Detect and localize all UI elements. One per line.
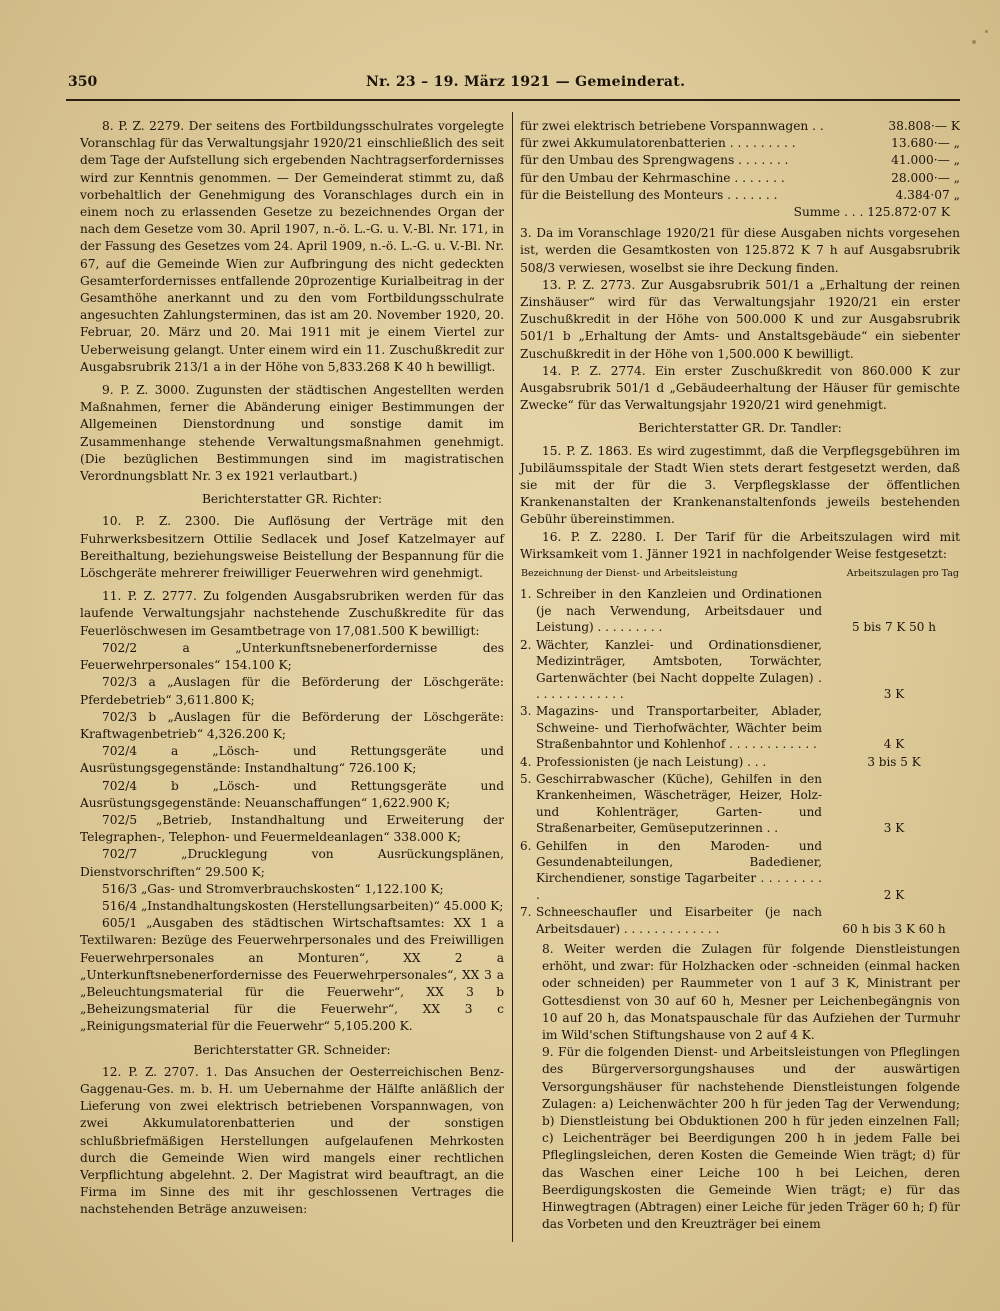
cost-row [520,118,960,135]
row-number: 3. [520,704,532,719]
cost-row [520,170,960,187]
paragraph-11: 11. P. Z. 2777. Zu folgenden Ausgabsrubriken werden für das laufende Verwaltungsjahr nachstehende Zuschußkredite für das Feuerlöschwesen im Gesamtbetrage von 17,081.500 K bewilligt: [80,589,504,638]
row-description: Geschirrabwascher (Küche), Gehilfen in den Krankenheimen, Wäscheträger, Heizer, Holz- und Kohlenträger, Garten- und Straßenarbeiter, Gemüseputzerinnen . . [536,771,822,836]
paragraph-8: 8. P. Z. 2279. Der seitens des Fortbildungsschulrates vorgelegte Voranschlag für das Verwaltungsjahr 1920/21 einschließlich des seit dem Tage der Aufstellung sich ergebenden Nachtragserfordernisses wird zur Kenntnis genommen. — Der Gemeinderat stimmt zu, daß vorbehaltlich der Genehmigung des Voranschlages durch ein in einem noch zu erlassenden Gesetze zu bezeichnendes Organ der nach dem Gesetze vom 30. April 1907, n.-ö. L.-G. u. V.-Bl. Nr. 171, in der Fassung des Gesetzes vom 24. April 1909, n.-ö. L.-G. u. V.-Bl. Nr. 67, auf die Gemeinde Wien zur Aufbringung des nicht gedeckten Gesamterfordernisses entfallende 20prozentige Kurialbeitrag in der Gesamthöhe anerkannt und zu den vom Fortbildungsschulrate angesuchten Zahlungsterminen, das ist am 20. November 1920, 20. Februar, 20. März und 20. Mai 1911 mit je einem Viertel zur Ueberweisung gelangt. Unter einem wird ein 11. Zuschußkredit zur Ausgabsrubrik 213/1 a in der Höhe von 5,833.268 K 40 h bewilligt. [80,119,504,374]
table-row [520,838,960,905]
table-header-row [520,565,960,586]
reporter-heading-schneider: Berichterstatter GR. Schneider: [193,1042,391,1057]
row-description: Magazins- und Transportarbeiter, Ablader, Schweine- und Tierhofwächter, Wächter beim Straßenbahntor und Kohlenhof . . . . . . . . . . . . [536,704,822,752]
cost-amount: 38.808·— K [888,119,960,133]
table-row [520,904,960,938]
table-row [520,771,960,838]
cost-amount: 28.000·— „ [891,170,960,185]
row-number: 7. [520,905,532,920]
budget-item: 702/4 a „Lösch- und Rettungsgeräte und Ausrüstungsgegenstände: Instandhaltung“ 726.100 K; [80,744,504,776]
column-divider [512,112,513,1242]
cost-label: für den Umbau des Sprengwagens . . . . . . . [520,153,789,168]
budget-item: 702/3 a „Auslagen für die Beförderung der Löschgeräte: Pferdebetrieb“ 3,611.800 K; [80,675,504,707]
reporter-heading-tandler: Berichterstatter GR. Dr. Tandler: [638,421,842,436]
budget-item: 516/4 „Instandhaltungskosten (Herstellungsarbeiten)“ 45.000 K; [102,898,504,913]
cost-list [520,118,960,221]
page-header [68,74,958,96]
row-description: Schreiber in den Kanzleien und Ordinationen (je nach Verwendung, Arbeitsdauer und Leistung) . . . . . . . . . [536,587,822,635]
cost-label: für zwei Akkumulatorenbatterien . . . . . . . . . [520,136,796,151]
left-column [80,118,504,1219]
cost-row [520,187,960,204]
row-description: Wächter, Kanzlei- und Ordinationsdiener, Medizinträger, Amtsboten, Torwächter, Gartenwächter (bei Nacht doppelte Zulagen) . . . . . . . . . . . . . [536,637,822,701]
cost-amount: 13.680·— „ [891,136,960,151]
paper-stain [985,30,988,33]
paragraph-13: 13. P. Z. 2773. Zur Ausgabsrubrik 501/1 a „Erhaltung der reinen Zinshäuser“ wird für das Verwaltungsjahr 1920/21 ein erster Zuschußkredit in der Höhe von 500.000 K und zur Ausgabsrubrik 501/1 b „Erhaltung der Amts- und Anstaltsgebäude“ ein siebenter Zuschußkredit in der Höhe von 1,500.000 K bewilligt. [520,277,960,361]
reporter-heading-richter: Berichterstatter GR. Richter: [201,492,383,507]
budget-item: 702/4 b „Lösch- und Rettungsgeräte und Ausrüstungsgegenstände: Neuanschaffungen“ 1,622.900 K; [80,778,504,810]
table-row [520,703,960,753]
paragraph-9: 9. P. Z. 3000. Zugunsten der städtischen Angestellten werden Maßnahmen, ferner die Abänderung einiger Bestimmungen der Allgemeinen Dienstordnung und sonstige damit im Zusammenhange stehende Verwaltungsmaßnahmen genehmigt. (Die bezüglichen Bestimmungen sind im magistratischen Verordnungsblatt Nr. 3 ex 1921 verlautbart.) [80,383,504,484]
table-header-service: Bezeichnung der Dienst- und Arbeitsleistung [521,568,738,580]
row-description: Professionisten (je nach Leistung) . . . [536,754,767,769]
cost-row [520,152,960,169]
allowance-item-8: 8. Weiter werden die Zulagen für folgende Dienstleistungen erhöht, und zwar: für Holzhacken oder -schneiden (einmal hacken oder schneiden) per Raummeter von 1 auf 3 K, Ministrant per Gottesdienst von 30 auf 60 h, Mesner per Leichenbegängnis von 10 auf 20 h, das Monatspauschale für das Aufziehen der Turmuhr im Wild'schen Stiftungshause von 2 auf 4 K. [542,942,960,1043]
paper-stain [972,40,976,44]
row-value: 3 bis 5 K [867,754,921,769]
right-column [520,118,960,1233]
table-row [520,586,960,636]
paragraph-12-3: 3. Da im Voranschlage 1920/21 für diese Ausgaben nichts vorgesehen ist, werden die Gesamtkosten von 125.872 K 7 h auf Ausgabsrubrik 508/3 verwiesen, woselbst sie ihre Deckung finden. [520,226,960,275]
cost-label: für zwei elektrisch betriebene Vorspannwagen . . [520,119,824,133]
row-value: 60 h bis 3 K 60 h [842,921,946,936]
budget-item: 702/5 „Betrieb, Instandhaltung und Erweiterung der Telegraphen-, Telephon- und Feuermeldeanlagen“ 338.000 K; [80,812,504,845]
paragraph-15: 15. P. Z. 1863. Es wird zugestimmt, daß die Verpflegsgebühren im Jubiläumsspitale der Stadt Wien stets derart festgesetzt werden, daß sie mit der für die 3. Verpflegsklasse der öffentlichen Krankenanstalten der Krankenanstaltenfonds jeweils bestehenden Gebühr übereinstimmen. [520,443,960,527]
running-title: Nr. 23 – 19. März 1921 — Gemeinderat. [366,74,686,90]
row-value: 3 K [883,821,905,836]
cost-sum: Summe . . . 125.872·07 K [793,205,950,220]
cost-row [520,135,960,152]
paragraph-12: 12. P. Z. 2707. 1. Das Ansuchen der Oesterreichischen Benz-Gaggenau-Ges. m. b. H. um Uebernahme der Hälfte anläßlich der Lieferung von zwei elektrisch betriebenen Vorspannwagen, von zwei Akkumulatorenbatterien und der sonstigen schlußbriefmäßigen Herstellungen aufgelaufenen Mehrkosten durch die Gemeinde Wien wird mangels einer rechtlichen Verpflichtung abgelehnt. 2. Der Magistrat wird beauftragt, an die Firma im Sinne des mit ihr geschlossenen Vertrages die nachstehenden Beträge anzuweisen: [80,1064,504,1217]
paragraph-14: 14. P. Z. 2774. Ein erster Zuschußkredit von 860.000 K zur Ausgabsrubrik 501/1 d „Gebäudeerhaltung der Häuser für gemischte Zwecke“ für das Verwaltungsjahr 1920/21 wird genehmigt. [520,363,960,413]
paragraph-16: 16. P. Z. 2280. I. Der Tarif für die Arbeitszulagen wird mit Wirksamkeit vom 1. Jänner 1921 in nachfolgender Weise festgesetzt: [520,529,960,561]
row-value: 2 K [883,887,905,902]
row-value: 4 K [883,737,905,752]
cost-amount: 4.384·07 „ [895,187,960,202]
table-row [520,637,960,704]
budget-item: 702/2 a „Unterkunftsnebenerfordernisse des Feuerwehrpersonales“ 154.100 K; [80,640,504,673]
row-value: 5 bis 7 K 50 h [852,620,936,635]
cost-label: für die Beistellung des Monteurs . . . . . . . [520,187,778,202]
row-number: 6. [520,838,532,853]
row-description: Schneeschaufler und Eisarbeiter (je nach Arbeitsdauer) . . . . . . . . . . . . . [536,905,822,936]
row-description: Gehilfen in den Maroden- und Gesundenabteilungen, Badediener, Kirchendiener, sonstige Tagarbeiter . . . . . . . . . [536,838,822,902]
row-number: 2. [520,637,532,652]
work-allowance-table [520,565,960,938]
paragraph-10: 10. P. Z. 2300. Die Auflösung der Verträge mit den Fuhrwerksbesitzern Ottilie Sedlacek und Josef Katzelmayer auf Bereithaltung, beziehungsweise Beistellung der Bespannung für die Löschgeräte mehrerer freiwilliger Feuerwehren wird genehmigt. [80,514,504,581]
budget-item: 605/1 „Ausgaben des städtischen Wirtschaftsamtes: XX 1 a Textilwaren: Bezüge des Feuerwehrpersonales und des Freiwilligen Feuerwehrpersonales an Monturen“, XX 2 a „Unterkunftsnebenerfordernisse des Feuerwehrpersonales“, XX 3 a „Beleuchtungsmaterial für die Feuerwehr“, XX 3 b „Beheizungsmaterial für die Feuerwehr“, XX 3 c „Reinigungsmaterial für die Feuerwehr“ 5,105.200 K. [80,916,504,1034]
header-rule [66,99,960,101]
allowance-item-9: 9. Für die folgenden Dienst- und Arbeitsleistungen von Pfleglingen des Bürgerversorgungshauses und der auswärtigen Versorgungshäuser für nachstehende Dienstleistungen folgende Zulagen: a) Leichenwächter 200 h für jeden Tag der Verwendung; b) Dienstleistung bei Obduktionen 200 h für jeden einzelnen Fall; c) Leichenträger bei Beerdigungen 200 h in jedem Falle bei Pfleglingsleichen, deren Kosten die Gemeinde Wien trägt; d) für das Waschen einer Leiche 100 h bei Leichen, deren Beerdigungskosten die Gemeinde Wien trägt; e) für das Hinwegtragen (Abtragen) einer Leiche für jeden Träger 60 h; f) für das Vorbeten und den Kreuzträger bei einem [542,1045,960,1232]
budget-item: 702/3 b „Auslagen für die Beförderung der Löschgeräte: Kraftwagenbetrieb“ 4,326.200 K; [80,709,504,741]
cost-label: für den Umbau der Kehrmaschine . . . . . . . [520,170,785,185]
table-row [520,754,960,771]
page-number: 350 [68,74,98,90]
budget-item: 702/7 „Drucklegung von Ausrückungsplänen, Dienstvorschriften“ 29.500 K; [80,847,504,879]
table-header-allowance: Arbeitszulagen pro Tag [846,568,959,580]
row-number: 5. [520,771,532,786]
row-number: 4. [520,754,532,769]
cost-amount: 41.000·— „ [891,153,960,168]
row-value: 3 K [883,686,905,701]
row-number: 1. [520,587,532,602]
budget-item: 516/3 „Gas- und Stromverbrauchskosten“ 1,122.100 K; [102,881,444,896]
